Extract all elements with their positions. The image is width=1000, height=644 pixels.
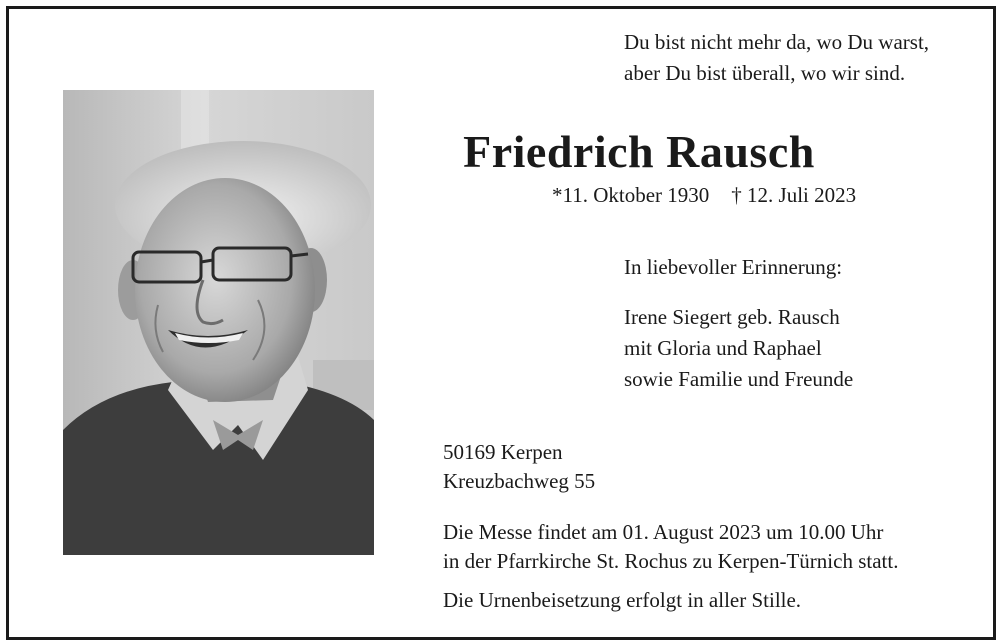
mourners-list <box>624 302 853 395</box>
service-line-2: in der Pfarrkirche St. Rochus zu Kerpen-Türnich statt. <box>443 549 899 573</box>
service-line-1: Die Messe findet am 01. August 2023 um 10.00 Uhr <box>443 520 884 544</box>
address-city: 50169 Kerpen <box>443 440 563 464</box>
deceased-name: Friedrich Rausch <box>463 126 815 177</box>
portrait-photo <box>63 90 374 555</box>
quote-line-1: Du bist nicht mehr da, wo Du warst, <box>624 30 930 54</box>
death-date: † 12. Juli 2023 <box>731 183 857 207</box>
remembrance-heading: In liebevoller Erinnerung: <box>624 255 843 279</box>
memorial-quote <box>624 27 929 89</box>
address-street: Kreuzbachweg 55 <box>443 469 596 493</box>
mourner-line: Irene Siegert geb. Rausch <box>624 305 840 329</box>
address-block <box>443 438 595 496</box>
mourner-line: mit Gloria und Raphael <box>624 336 822 360</box>
mourner-line: sowie Familie und Freunde <box>624 367 854 391</box>
life-dates <box>552 183 856 208</box>
birth-date: *11. Oktober 1930 <box>552 183 710 207</box>
obituary-frame <box>6 6 996 640</box>
urn-burial-note: Die Urnenbeisetzung erfolgt in aller Stille. <box>443 588 802 612</box>
quote-line-2: aber Du bist überall, wo wir sind. <box>624 61 906 85</box>
service-info <box>443 518 898 576</box>
